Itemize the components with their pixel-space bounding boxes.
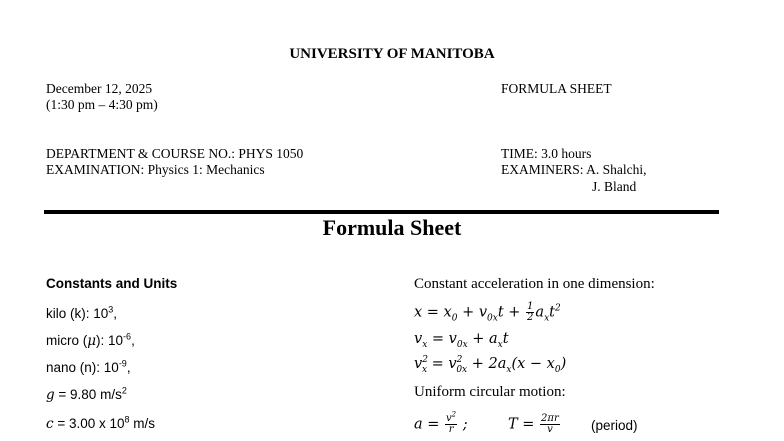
constant-nano: nano (n): $10^{-9}$,	[46, 358, 131, 375]
header-divider	[44, 210, 719, 214]
examiner-second: J. Bland	[592, 179, 637, 194]
constant-light-speed: c = 3.00 x $10^8$ m/s	[46, 414, 156, 432]
constant-gravity: g = 9.80 $m/s^2$	[46, 385, 127, 403]
constant-kilo: kilo (k): $10^3$,	[46, 304, 118, 321]
equation-period: T = $\frac{2\pi r}{v}$	[508, 413, 559, 435]
exam-duration: TIME: 3.0 hours	[501, 146, 592, 161]
circular-motion-heading: Uniform circular motion:	[414, 384, 566, 400]
department-course: DEPARTMENT & COURSE NO.: PHYS 1050	[46, 146, 304, 161]
equation-velocity: $v_x = v_{0x} + a_xt$	[414, 331, 509, 350]
examiners: EXAMINERS: A. Shalchi,	[501, 162, 647, 177]
sheet-label: FORMULA SHEET	[501, 81, 612, 96]
equation-position: $x = x_0 + v_{0x}t$ + $\frac{1}{2}$ $a_xt^2$	[414, 301, 561, 324]
equation-velocity-squared: $v^2_x = v^2_{0x} + 2a_x(x - x_0)$	[414, 355, 567, 375]
examination-title: EXAMINATION: Physics 1: Mechanics	[46, 162, 265, 177]
equation-centripetal: a = $\frac{v^2}{r}$ ;	[414, 410, 468, 435]
constant-micro: micro (μ): $10^{-6}$,	[46, 331, 135, 349]
exam-time-range: (1:30 pm – 4:30 pm)	[46, 97, 158, 112]
kinematics-heading: Constant acceleration in one dimension:	[414, 276, 655, 292]
exam-date: December 12, 2025	[46, 81, 153, 96]
period-label: (period)	[591, 418, 638, 433]
constants-heading: Constants and Units	[46, 276, 178, 291]
page-title: Formula Sheet	[322, 215, 462, 240]
university-name: UNIVERSITY OF MANITOBA	[289, 46, 495, 62]
